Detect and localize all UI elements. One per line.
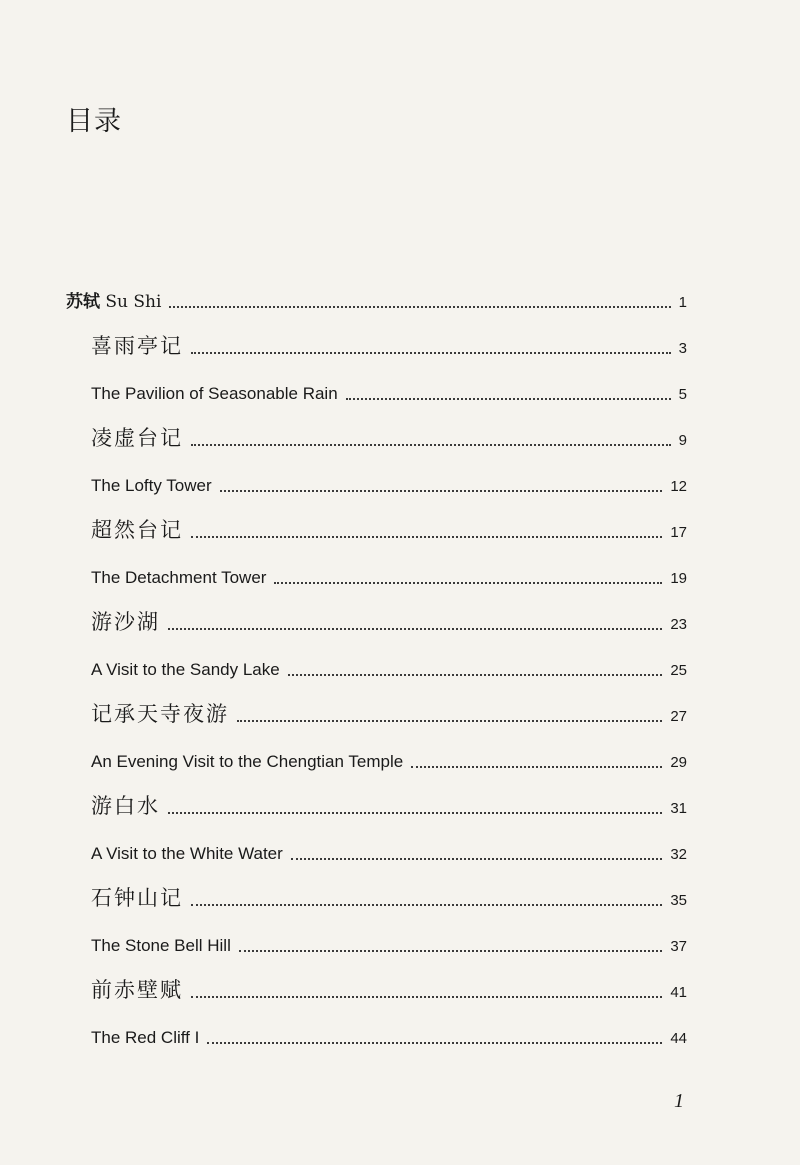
- toc-page-number: 32: [670, 846, 687, 863]
- toc-entry-label: The Detachment Tower: [91, 568, 267, 587]
- leader-dots: [237, 720, 662, 722]
- leader-dots: [191, 536, 662, 538]
- leader-dots: [207, 1042, 662, 1044]
- toc-entry-label: A Visit to the White Water: [91, 844, 283, 863]
- toc-entry-label: The Red Cliff I: [91, 1028, 200, 1047]
- toc-entry[interactable]: [91, 636, 687, 682]
- toc-entry[interactable]: [91, 498, 687, 544]
- toc-entry[interactable]: [91, 360, 687, 406]
- toc-entry-label: A Visit to the Sandy Lake: [91, 660, 280, 679]
- toc-title: 目录: [66, 106, 122, 137]
- leader-dots: [191, 352, 671, 354]
- leader-dots: [168, 628, 662, 630]
- toc-page-number: 27: [670, 708, 687, 725]
- toc-entry[interactable]: [91, 866, 687, 912]
- toc-page-number: 25: [670, 662, 687, 679]
- toc-entry[interactable]: [91, 590, 687, 636]
- leader-dots: [169, 306, 670, 308]
- toc-page-number: 31: [670, 800, 687, 817]
- leader-dots: [239, 950, 662, 952]
- toc-page-number: 35: [670, 892, 687, 909]
- toc-page-number: 3: [678, 340, 687, 357]
- toc-entry-label: An Evening Visit to the Chengtian Temple: [91, 752, 404, 771]
- toc-entry-label: 石钟山记: [91, 886, 183, 910]
- toc-entry-label: 记承天寺夜游: [91, 702, 229, 726]
- toc-entry-label: The Stone Bell Hill: [91, 936, 231, 955]
- toc-page-number: 12: [670, 478, 687, 495]
- toc-page-number: 5: [678, 386, 687, 403]
- toc-page-number: 41: [670, 984, 687, 1001]
- leader-dots: [220, 490, 663, 492]
- toc-entry-label: The Lofty Tower: [91, 476, 212, 495]
- toc-entry-label: 游沙湖: [91, 610, 160, 634]
- author-name-cn: 苏轼: [66, 292, 100, 312]
- leader-dots: [168, 812, 662, 814]
- toc-page-number: 9: [678, 432, 687, 449]
- toc-page-number: 37: [670, 938, 687, 955]
- leader-dots: [346, 398, 671, 400]
- leader-dots: [291, 858, 663, 860]
- leader-dots: [274, 582, 662, 584]
- toc-entry-author[interactable]: [66, 268, 687, 314]
- toc-entry[interactable]: [91, 958, 687, 1004]
- toc-entry[interactable]: [91, 728, 687, 774]
- toc-entry[interactable]: [91, 682, 687, 728]
- leader-dots: [191, 904, 662, 906]
- toc-entry-label: The Pavilion of Seasonable Rain: [91, 384, 338, 403]
- leader-dots: [288, 674, 663, 676]
- toc-page-number: 19: [670, 570, 687, 587]
- toc-entry[interactable]: [91, 452, 687, 498]
- toc-entry-label: 前赤壁赋: [91, 978, 183, 1002]
- toc-entry[interactable]: [91, 406, 687, 452]
- toc-entry-label: 凌虚台记: [91, 426, 183, 450]
- toc-page-number: 17: [670, 524, 687, 541]
- leader-dots: [191, 444, 671, 446]
- toc-entry-label: 超然台记: [91, 518, 183, 542]
- toc-page-number: 44: [670, 1030, 687, 1047]
- toc-page-number: 1: [678, 294, 687, 311]
- toc-entry[interactable]: [91, 774, 687, 820]
- author-name-en: Su Shi: [105, 292, 162, 312]
- toc-entry[interactable]: [91, 820, 687, 866]
- toc-entry-label: 游白水: [91, 794, 160, 818]
- toc-entry[interactable]: [91, 544, 687, 590]
- toc-entry-label: 喜雨亭记: [91, 334, 183, 358]
- toc-page-number: 29: [670, 754, 687, 771]
- toc-entry-label: [66, 290, 161, 314]
- toc-entry[interactable]: [91, 314, 687, 360]
- toc-entry[interactable]: [91, 912, 687, 958]
- toc-page-number: 23: [670, 616, 687, 633]
- toc-entry[interactable]: [91, 1004, 687, 1050]
- leader-dots: [411, 766, 662, 768]
- leader-dots: [191, 996, 662, 998]
- page-folio-number: 1: [674, 1090, 684, 1112]
